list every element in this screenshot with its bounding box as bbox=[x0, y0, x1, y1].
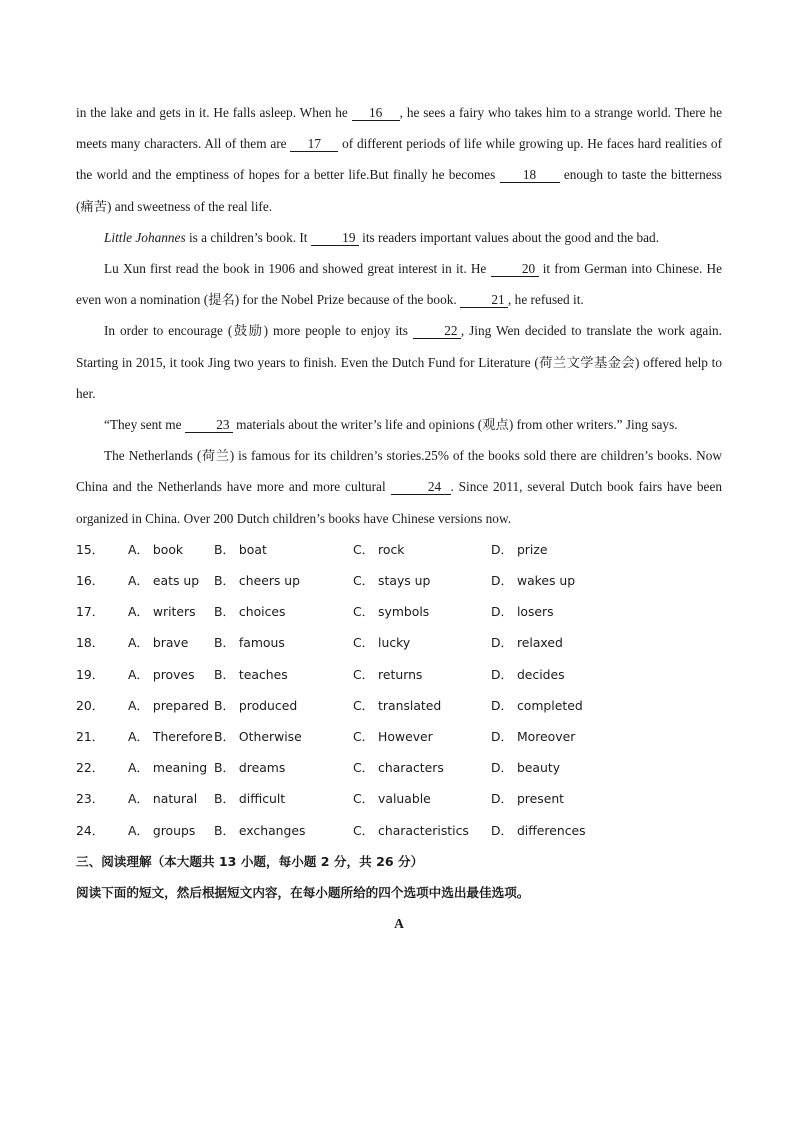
option-letter-b: B． bbox=[214, 666, 235, 682]
option-letter-a: A． bbox=[128, 635, 149, 651]
option-d[interactable] bbox=[491, 752, 641, 783]
option-text: proves bbox=[152, 666, 195, 682]
document-page bbox=[76, 97, 722, 939]
option-b[interactable] bbox=[214, 565, 353, 596]
blank-21: 21 bbox=[460, 292, 508, 308]
option-letter-c: C． bbox=[353, 635, 375, 651]
option-a[interactable] bbox=[128, 659, 214, 690]
option-text: prize bbox=[516, 541, 548, 557]
option-a[interactable] bbox=[128, 815, 214, 846]
option-text: exchanges bbox=[238, 822, 306, 838]
blank-24: 24 bbox=[391, 479, 451, 495]
option-b[interactable] bbox=[214, 659, 353, 690]
question-row bbox=[76, 690, 722, 721]
option-text: rock bbox=[378, 541, 405, 557]
option-a[interactable] bbox=[128, 783, 214, 814]
passage-paragraph-6 bbox=[76, 440, 722, 534]
option-text: returns bbox=[378, 666, 423, 682]
section-instruction: 阅读下面的短文，然后根据短文内容，在每小题所给的四个选项中选出最佳选项。 bbox=[76, 884, 530, 900]
passage-text: “They sent me bbox=[104, 417, 185, 433]
option-letter-c: C． bbox=[353, 822, 375, 838]
option-b[interactable] bbox=[214, 596, 353, 627]
option-b[interactable] bbox=[214, 627, 353, 658]
option-a[interactable] bbox=[128, 534, 214, 565]
option-text: symbols bbox=[378, 604, 430, 620]
option-text: brave bbox=[152, 635, 189, 651]
option-a[interactable] bbox=[128, 721, 214, 752]
book-title: Little Johannes bbox=[104, 229, 186, 245]
option-text: wakes up bbox=[516, 573, 576, 589]
option-c[interactable] bbox=[353, 565, 491, 596]
option-b[interactable] bbox=[214, 721, 353, 752]
option-text: stays up bbox=[378, 573, 431, 589]
passage-text: , he refused it. bbox=[508, 292, 584, 308]
option-a[interactable] bbox=[128, 596, 214, 627]
option-letter-d: D． bbox=[491, 541, 513, 557]
option-text: meaning bbox=[152, 760, 208, 776]
passage-text: In order to encourage (鼓励) more people to enjoy its bbox=[104, 323, 413, 339]
passage-text: its readers important values about the good and the bad. bbox=[358, 229, 660, 245]
option-letter-b: B． bbox=[214, 635, 235, 651]
option-d[interactable] bbox=[491, 783, 641, 814]
option-d[interactable] bbox=[491, 690, 641, 721]
option-text: book bbox=[152, 541, 184, 557]
option-text: dreams bbox=[238, 760, 286, 776]
blank-22: 22 bbox=[413, 323, 461, 339]
option-text: eats up bbox=[152, 573, 200, 589]
option-text: famous bbox=[238, 635, 285, 651]
passage-text: . Since 2011, several Dutch book fairs have been organized in China. Over 200 Dutch children’s books have Chinese versions now. bbox=[76, 479, 723, 526]
option-letter-c: C． bbox=[353, 697, 375, 713]
blank-23: 23 bbox=[185, 417, 233, 433]
option-b[interactable] bbox=[214, 815, 353, 846]
passage-text: is a children’s book. It bbox=[185, 229, 311, 245]
question-number: 22． bbox=[76, 760, 105, 776]
option-letter-b: B． bbox=[214, 791, 235, 807]
section-heading: 三、阅读理解（本大题共 13 小题，每小题 2 分，共 26 分） bbox=[76, 853, 424, 869]
option-text: Otherwise bbox=[238, 728, 302, 744]
question-row bbox=[76, 534, 722, 565]
option-letter-d: D． bbox=[491, 697, 513, 713]
option-text: Moreover bbox=[516, 728, 576, 744]
question-row bbox=[76, 783, 722, 814]
option-c[interactable] bbox=[353, 534, 491, 565]
option-text: difficult bbox=[238, 791, 286, 807]
option-d[interactable] bbox=[491, 534, 641, 565]
option-d[interactable] bbox=[491, 721, 641, 752]
option-letter-b: B． bbox=[214, 822, 235, 838]
option-letter-b: B． bbox=[214, 541, 235, 557]
option-letter-d: D． bbox=[491, 666, 513, 682]
question-row bbox=[76, 596, 722, 627]
option-text: characters bbox=[378, 760, 444, 776]
option-d[interactable] bbox=[491, 815, 641, 846]
option-text: writers bbox=[152, 604, 196, 620]
option-letter-c: C． bbox=[353, 791, 375, 807]
option-a[interactable] bbox=[128, 627, 214, 658]
passage-text: The Netherlands (荷兰) is famous for its children’s stories.25% of the books sold there are children’s books. Now China and the Netherlands have more and more cultural bbox=[76, 448, 722, 495]
passage-paragraph-2 bbox=[76, 222, 722, 253]
option-text: natural bbox=[152, 791, 198, 807]
option-a[interactable] bbox=[128, 752, 214, 783]
option-text: beauty bbox=[516, 760, 561, 776]
question-row bbox=[76, 627, 722, 658]
option-letter-b: B． bbox=[214, 604, 235, 620]
option-letter-c: C． bbox=[353, 573, 375, 589]
option-c[interactable] bbox=[353, 815, 491, 846]
option-text: teaches bbox=[238, 666, 288, 682]
option-b[interactable] bbox=[214, 534, 353, 565]
question-row bbox=[76, 659, 722, 690]
passage-text: Lu Xun first read the book in 1906 and showed great interest in it. He bbox=[104, 261, 491, 277]
blank-19: 19 bbox=[311, 230, 359, 246]
option-letter-a: A． bbox=[128, 728, 149, 744]
option-c[interactable] bbox=[353, 627, 491, 658]
option-letter-d: D． bbox=[491, 728, 513, 744]
option-text: produced bbox=[238, 697, 298, 713]
option-text: However bbox=[378, 728, 433, 744]
option-c[interactable] bbox=[353, 659, 491, 690]
option-text: losers bbox=[516, 604, 554, 620]
option-text: translated bbox=[378, 697, 442, 713]
options-list bbox=[76, 534, 722, 846]
question-number: 21． bbox=[76, 728, 105, 744]
question-row bbox=[76, 565, 722, 596]
blank-17: 17 bbox=[290, 136, 338, 152]
option-letter-c: C． bbox=[353, 604, 375, 620]
passage-paragraph-1 bbox=[76, 97, 722, 222]
question-number: 16． bbox=[76, 573, 105, 589]
option-text: valuable bbox=[378, 791, 431, 807]
option-c[interactable] bbox=[353, 596, 491, 627]
passage-text: materials about the writer’s life and opinions (观点) from other writers.” Jing says. bbox=[232, 417, 678, 433]
option-letter-a: A． bbox=[128, 760, 149, 776]
option-text: present bbox=[516, 791, 565, 807]
option-letter-b: B． bbox=[214, 760, 235, 776]
option-d[interactable] bbox=[491, 565, 641, 596]
option-c[interactable] bbox=[353, 783, 491, 814]
option-text: groups bbox=[152, 822, 196, 838]
option-letter-c: C． bbox=[353, 666, 375, 682]
question-number: 15． bbox=[76, 541, 105, 557]
option-letter-d: D． bbox=[491, 635, 513, 651]
question-number: 18． bbox=[76, 635, 105, 651]
option-letter-b: B． bbox=[214, 728, 235, 744]
passage-text: , he sees a fairy who takes him to a strange world. There he meets many characters. All of them are bbox=[76, 105, 722, 152]
question-row bbox=[76, 815, 722, 846]
option-a[interactable] bbox=[128, 690, 214, 721]
option-letter-d: D． bbox=[491, 604, 513, 620]
passage-text: enough to taste the bitterness (痛苦) and sweetness of the real life. bbox=[76, 167, 722, 214]
option-letter-c: C． bbox=[353, 760, 375, 776]
option-letter-a: A． bbox=[128, 573, 149, 589]
blank-20: 20 bbox=[491, 261, 539, 277]
question-number: 19． bbox=[76, 666, 105, 682]
option-letter-d: D． bbox=[491, 760, 513, 776]
passage-text: of different periods of life while growing up. He faces hard realities of the world and the emptiness of hopes for a better life.But finally he becomes bbox=[76, 136, 722, 183]
option-letter-a: A． bbox=[128, 791, 149, 807]
option-text: cheers up bbox=[238, 573, 301, 589]
option-text: differences bbox=[516, 822, 586, 838]
passage-paragraph-4 bbox=[76, 315, 722, 409]
passage-text: , Jing Wen decided to translate the work again. Starting in 2015, it took Jing two years to finish. Even the Dutch Fund for Literature (荷兰文学基金会) offered help to her. bbox=[76, 323, 722, 401]
option-letter-c: C． bbox=[353, 541, 375, 557]
blank-16: 16 bbox=[352, 105, 400, 121]
passage-paragraph-3 bbox=[76, 253, 722, 315]
option-letter-a: A． bbox=[128, 541, 149, 557]
question-row bbox=[76, 752, 722, 783]
option-letter-a: A． bbox=[128, 666, 149, 682]
option-text: characteristics bbox=[378, 822, 469, 838]
option-b[interactable] bbox=[214, 783, 353, 814]
question-number: 23． bbox=[76, 791, 105, 807]
option-letter-c: C． bbox=[353, 728, 375, 744]
option-d[interactable] bbox=[491, 627, 641, 658]
option-text: relaxed bbox=[516, 635, 563, 651]
option-c[interactable] bbox=[353, 690, 491, 721]
option-letter-d: D． bbox=[491, 791, 513, 807]
option-letter-d: D． bbox=[491, 822, 513, 838]
question-number: 20． bbox=[76, 697, 105, 713]
option-d[interactable] bbox=[491, 596, 641, 627]
passage-text: it from German into Chinese. He even won a nomination (提名) for the Nobel Prize because of the book. bbox=[76, 261, 722, 308]
option-text: boat bbox=[238, 541, 267, 557]
passage-paragraph-5 bbox=[76, 409, 722, 440]
option-letter-b: B． bbox=[214, 573, 235, 589]
option-b[interactable] bbox=[214, 752, 353, 783]
option-c[interactable] bbox=[353, 721, 491, 752]
question-number: 17． bbox=[76, 604, 105, 620]
option-text: Therefore bbox=[152, 728, 213, 744]
option-letter-a: A． bbox=[128, 822, 149, 838]
blank-18: 18 bbox=[500, 167, 560, 183]
option-a[interactable] bbox=[128, 565, 214, 596]
option-letter-b: B． bbox=[214, 697, 235, 713]
option-text: decides bbox=[516, 666, 565, 682]
option-letter-a: A． bbox=[128, 604, 149, 620]
option-letter-a: A． bbox=[128, 697, 149, 713]
option-b[interactable] bbox=[214, 690, 353, 721]
option-text: prepared bbox=[152, 697, 209, 713]
option-text: choices bbox=[238, 604, 286, 620]
option-text: lucky bbox=[378, 635, 411, 651]
question-row bbox=[76, 721, 722, 752]
option-letter-d: D． bbox=[491, 573, 513, 589]
question-number: 24． bbox=[76, 822, 105, 838]
option-d[interactable] bbox=[491, 659, 641, 690]
option-text: completed bbox=[516, 697, 583, 713]
passage-text: in the lake and gets in it. He falls asleep. When he bbox=[76, 105, 352, 120]
option-c[interactable] bbox=[353, 752, 491, 783]
part-label: A bbox=[394, 916, 404, 932]
